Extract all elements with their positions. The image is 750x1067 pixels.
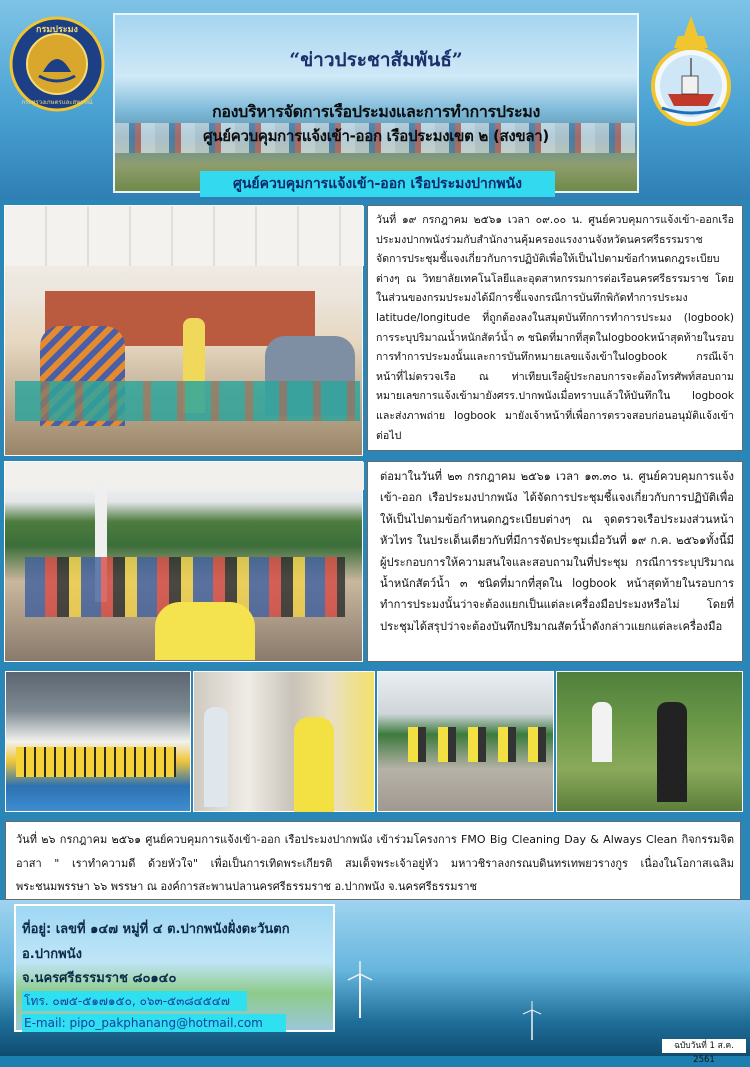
volunteer-figure bbox=[204, 707, 228, 807]
page-title: “ข่าวประชาสัมพันธ์” bbox=[289, 49, 463, 71]
participant-figure bbox=[155, 602, 255, 660]
cleaning-day-photo-4 bbox=[556, 671, 743, 812]
address-line-1: ที่อยู่: เลขที่ ๑๔๗ หมู่ที่ ๔ ต.ปากพนังฝั่งตะวันตก bbox=[22, 922, 290, 937]
contact-panel bbox=[14, 904, 335, 1032]
local-center-name: ศูนย์ควบคุมการแจ้งเข้า-ออก เรือประมงปากพนัง bbox=[200, 171, 555, 197]
volunteer-figure bbox=[657, 702, 687, 802]
email-link[interactable]: E-mail: pipo_pakphanang@hotmail.com bbox=[22, 1014, 286, 1032]
regional-center-name: ศูนย์ควบคุมการแจ้งเข้า-ออก เรือประมงเขต ๒ (สงขลา) bbox=[203, 127, 549, 145]
header-panel bbox=[113, 13, 639, 193]
phone-number: โทร. ๐๗๕-๕๑๗๑๕๐, ๐๖๓-๕๓๘๔๕๔๗ bbox=[22, 991, 247, 1011]
ceiling bbox=[5, 206, 364, 266]
cleaning-day-photo-1 bbox=[5, 671, 191, 812]
wind-turbine-icon bbox=[345, 960, 375, 1020]
volunteers-group bbox=[16, 747, 176, 777]
wind-turbine-icon bbox=[520, 1000, 544, 1040]
chairs-row bbox=[15, 381, 360, 421]
article-1-text: วันที่ ๑๙ กรกฎาคม ๒๕๖๑ เวลา ๐๙.๐๐ น. ศูนย์ควบคุมการแจ้งเข้า-ออกเรือประมงปากพนังร่วมกับสำนักงานคุ้มครองแรงงานจังหวัดนครศรีธรรมราช จัดการประชุมชี้แจงเกี่ยวกับการปฏิบัติเพื่อให้เป็นไปตามข้อกำหนดกฎระเบียบต่างๆ ณ วิทยาลัยเทคโนโลยีและอุตสาหกรรมการต่อเรือนครศรีธรรมราช โดยในส่วนของกรมประมงได้มีการชี้แจงกรณีการบันทึกพิกัดทำการประมง latitude/longitude ที่ถูกต้องลงในสมุดบันทึกการทำการประมง (logbook) การระบุปริมาณน้ำหนักสัตว์น้ำ ๓ ชนิดที่มากที่สุดในlogbookหน้าสุดท้ายในรอบการทำการประมงนั้นและการบันทึกหมายเลขแจ้งเข้าในlogbook กรณีเจ้าหน้าที่ไม่ตรวจเรือ ณ ท่าเทียบเรือผู้ประกอบการจะต้องโทรศัพท์สอบถามหมายเลขการแจ้งเข้ามายังศรร.ปากพนังเมื่อทราบแล้วให้บันทึกใน logbook และส่งภาพถ่าย logbook มายังเจ้าหน้าที่เพื่อการตรวจสอบก่อนอนุมัติแจ้งเข้าต่อไป bbox=[367, 205, 743, 451]
cleaning-day-photo-3 bbox=[377, 671, 554, 812]
seal-text: กรมประมง bbox=[36, 25, 78, 35]
fishing-boat-emblem-icon bbox=[648, 14, 734, 132]
meeting-photo-2 bbox=[4, 461, 363, 662]
roof bbox=[5, 462, 364, 490]
division-name: กองบริหารจัดการเรือประมงและการทำการประมง bbox=[211, 102, 541, 121]
address-line-2: อ.ปากพนัง bbox=[22, 947, 82, 962]
article-2-text: ต่อมาในวันที่ ๒๓ กรกฎาคม ๒๕๖๑ เวลา ๑๓.๓๐ น. ศูนย์ควบคุมการแจ้งเข้า-ออก เรือประมงปากพนัง ได้จัดการประชุมชี้แจงเกี่ยวกับการปฏิบัติเพื่อให้เป็นไปตามข้อกำหนดกฎระเบียบต่างๆ ณ จุดตรวจเรือประมงส่วนหน้า หัวไทร ในประเด็นเดียวกับที่มีการจัดประชุมเมื่อวันที่ ๑๙ ก.ค. ๒๕๖๑ทั้งนี้มีผู้ประกอบการให้ความสนใจและสอบถามในที่ประชุม กรณีการระบุปริมาณน้ำหนักสัตว์น้ำ ๓ ชนิดที่มากที่สุดใน logbook หน้าสุดท้ายในรอบการทำการประมงนั้นว่าจะต้องแยกเป็นแต่ละเครื่องมือประมงหรือไม่ โดยที่ประชุมได้สรุปว่าจะต้องบันทึกปริมาณสัตว์น้ำดังกล่าวแยกแต่ละเครื่องมือ bbox=[367, 461, 743, 662]
article-3-text: วันที่ ๒๖ กรกฎาคม ๒๕๖๑ ศูนย์ควบคุมการแจ้งเข้า-ออก เรือประมงปากพนัง เข้าร่วมโครงการ FMO Big Cleaning Day & Always Clean กิจกรรมจิตอาสา " เราทำความดี ด้วยหัวใจ" เพื่อเป็นการเทิดพระเกียรติ สมเด็จพระเจ้าอยู่หัว มหาวชิราลงกรณบดินทรเทพยวรางกูร เนื่องในโอกาสเฉลิมพระชนมพรรษา ๖๖ พรรษา ณ องค์การสะพานปลานครศรีธรรมราช อ.ปากพนัง จ.นครศรีธรรมราช bbox=[5, 821, 741, 900]
volunteers-group bbox=[408, 727, 548, 762]
cleaning-day-photo-2 bbox=[193, 671, 375, 812]
department-of-fisheries-seal-icon bbox=[9, 16, 105, 112]
volunteer-figure bbox=[294, 717, 334, 812]
seal-subtext: กระทรวงเกษตรและสหกรณ์ bbox=[21, 99, 93, 106]
volunteer-figure bbox=[592, 702, 612, 762]
meeting-photo-1 bbox=[4, 205, 363, 456]
issue-date: ฉบับวันที่ 1 ส.ค. 2561 bbox=[662, 1039, 746, 1053]
address-line-3: จ.นครศรีธรรมราช ๘๐๑๔๐ bbox=[22, 971, 177, 986]
